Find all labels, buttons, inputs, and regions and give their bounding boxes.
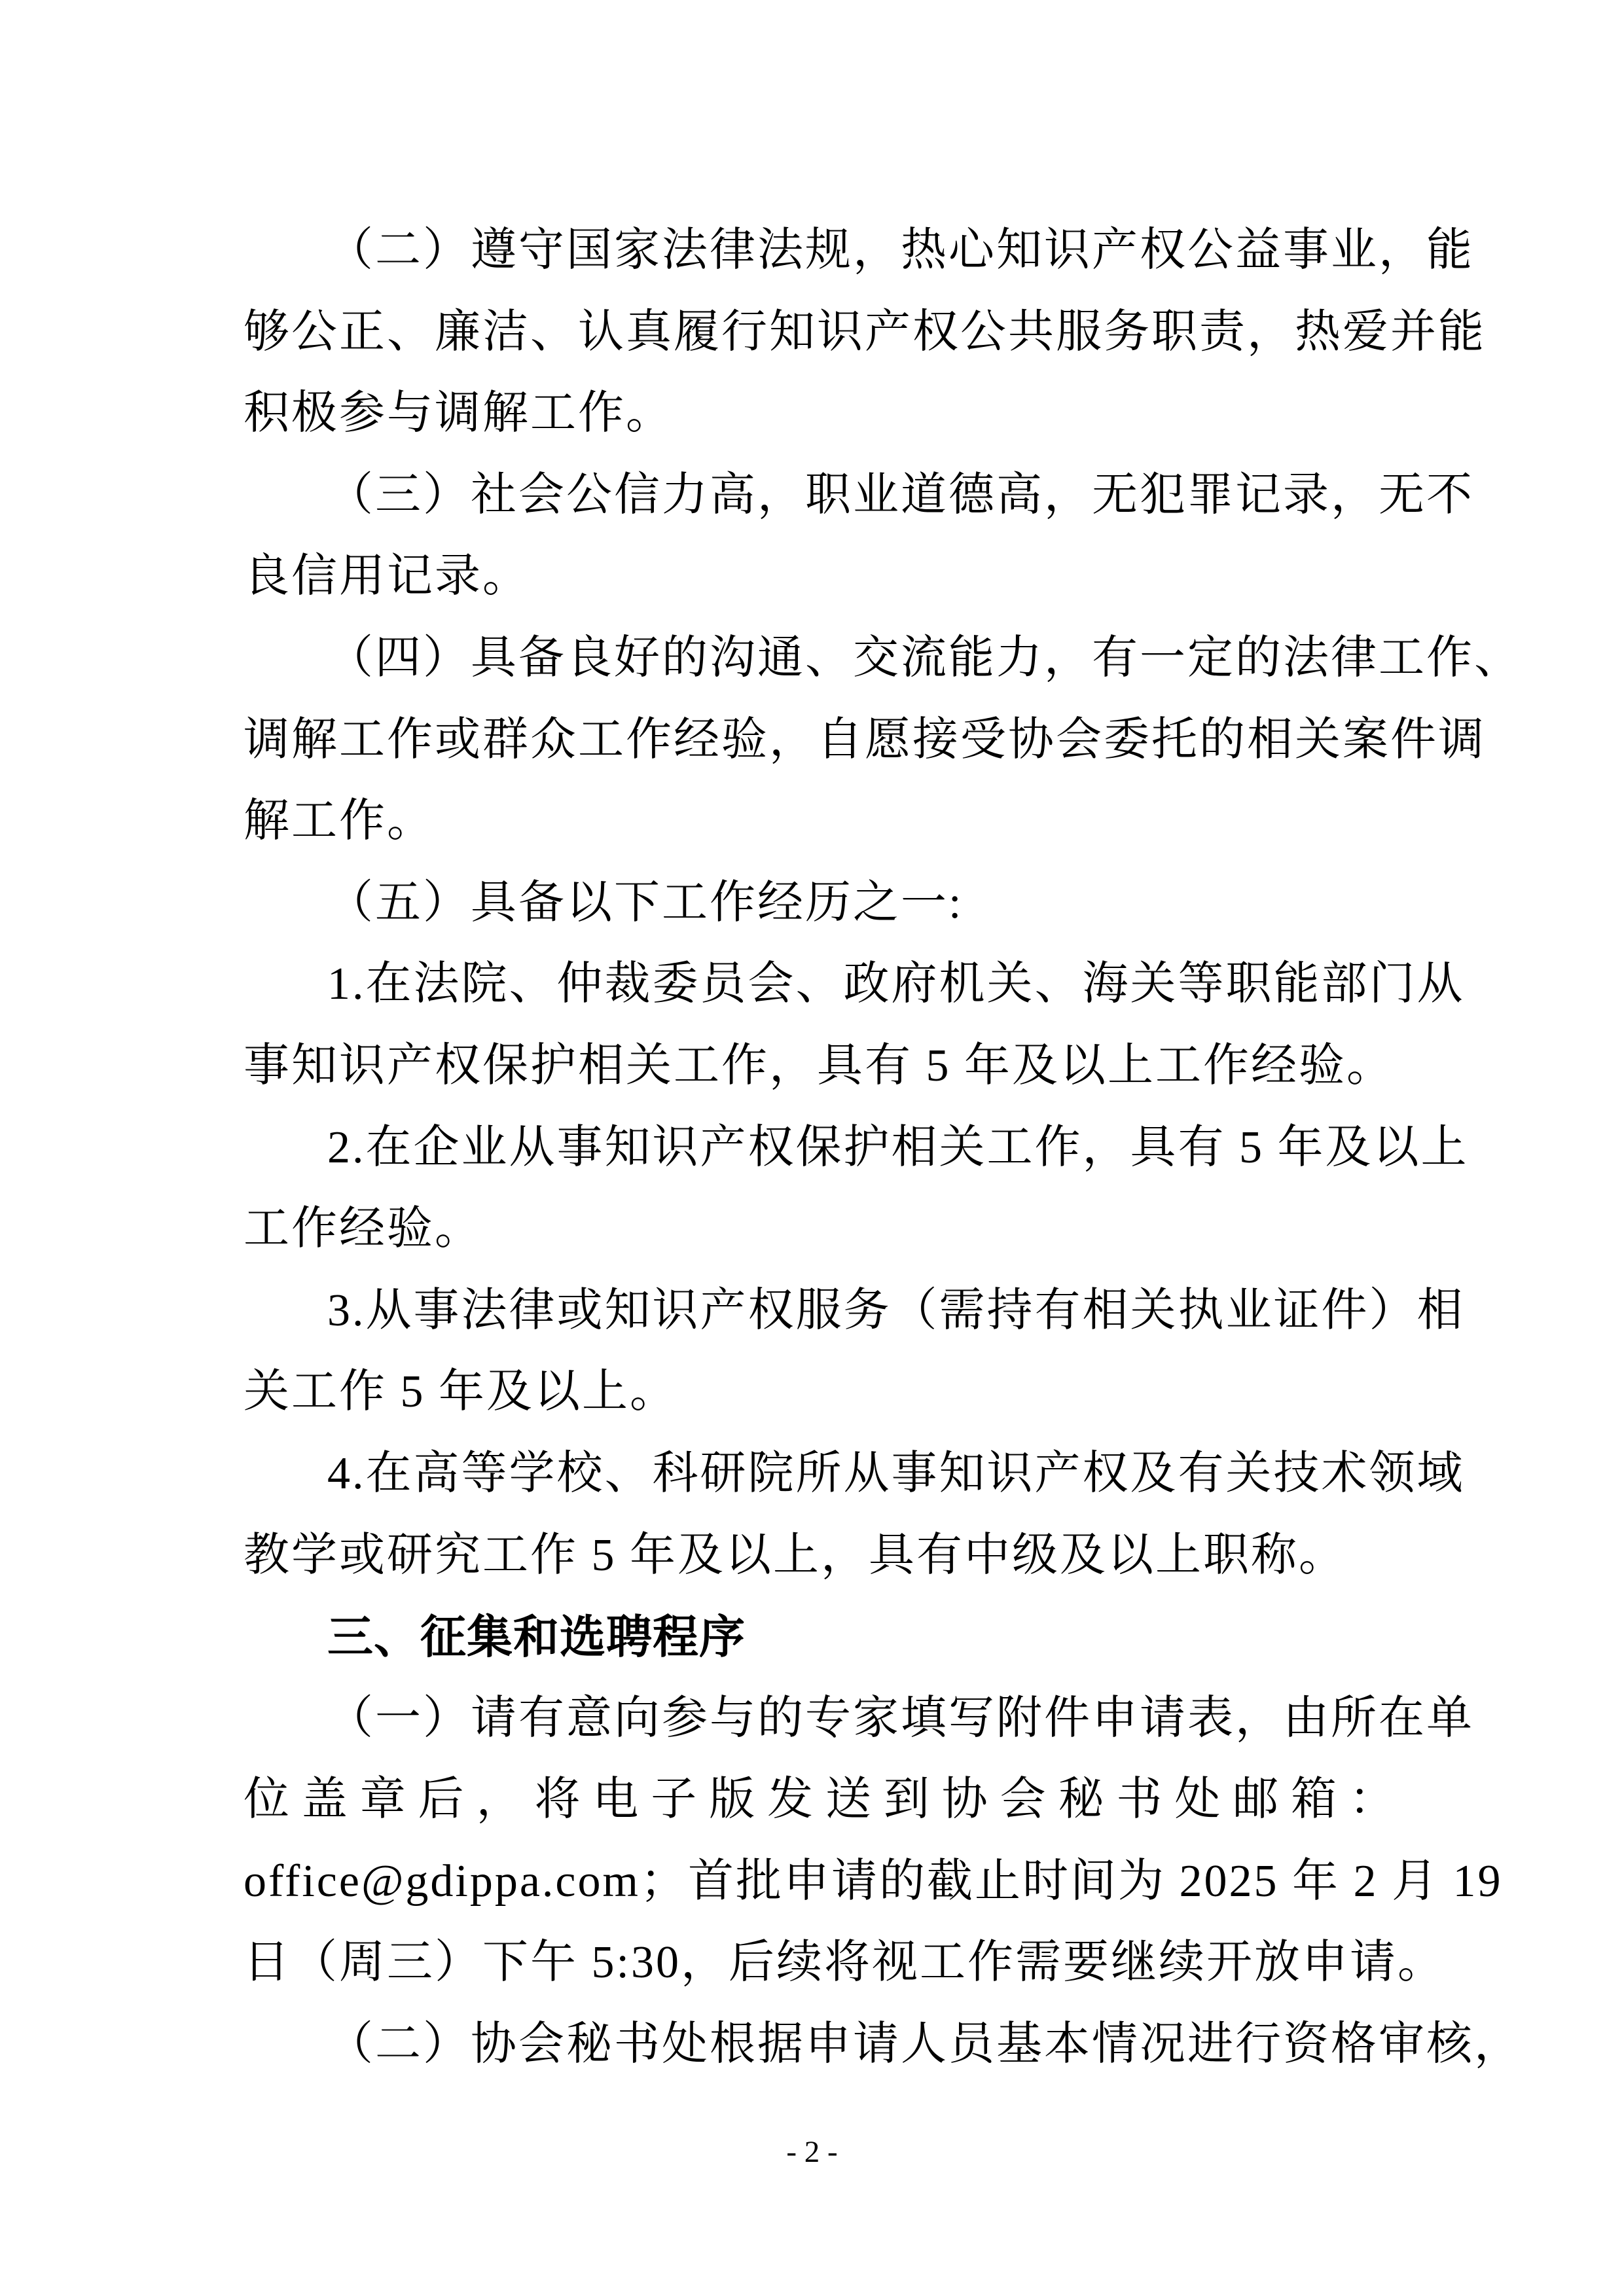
page-number: - 2 -	[786, 2135, 838, 2169]
text-line: 解工作。	[244, 796, 435, 847]
text-line: 良信用记录。	[244, 551, 530, 602]
text-line: office@gdippa.com；首批申请的截止时间为 2025 年 2 月 19	[244, 1856, 1503, 1907]
text-line: （五）具备以下工作经历之一:	[327, 877, 964, 928]
document-body	[244, 210, 1522, 2086]
text-line: 积极参与调解工作。	[244, 388, 674, 439]
text-line: （三）社会公信力高，职业道德高，无犯罪记录，无不	[327, 469, 1474, 520]
text-line: 关工作 5 年及以上。	[244, 1367, 677, 1418]
text-line: （二）遵守国家法律法规，热心知识产权公益事业，能	[327, 225, 1474, 276]
text-line: 工作经验。	[244, 1204, 482, 1255]
text-line: 教学或研究工作 5 年及以上，具有中级及以上职称。	[244, 1530, 1346, 1581]
text-line: 1.在法院、仲裁委员会、政府机关、海关等职能部门从	[327, 959, 1465, 1010]
text-line: 调解工作或群众工作经验，自愿接受协会委托的相关案件调	[244, 714, 1486, 765]
section-heading: 三、征集和选聘程序	[327, 1611, 746, 1663]
text-line: （二）协会秘书处根据申请人员基本情况进行资格审核，	[327, 2019, 1522, 2070]
text-line: （四）具备良好的沟通、交流能力，有一定的法律工作、	[327, 632, 1522, 683]
text-line: 日（周三）下午 5:30，后续将视工作需要继续开放申请。	[244, 1937, 1445, 1988]
text-line: 2.在企业从事知识产权保护相关工作，具有 5 年及以上	[327, 1122, 1469, 1173]
text-line: （一）请有意向参与的专家填写附件申请表，由所在单	[327, 1693, 1474, 1744]
text-line: 够公正、廉洁、认真履行知识产权公共服务职责，热爱并能	[244, 306, 1486, 357]
text-line: 3.从事法律或知识产权服务（需持有相关执业证件）相	[327, 1285, 1465, 1336]
text-line: 4.在高等学校、科研院所从事知识产权及有关技术领域	[327, 1448, 1465, 1499]
text-line: 位盖章后，将电子版发送到协会秘书处邮箱：	[244, 1774, 1397, 1825]
text-line: 事知识产权保护相关工作，具有 5 年及以上工作经验。	[244, 1040, 1394, 1091]
